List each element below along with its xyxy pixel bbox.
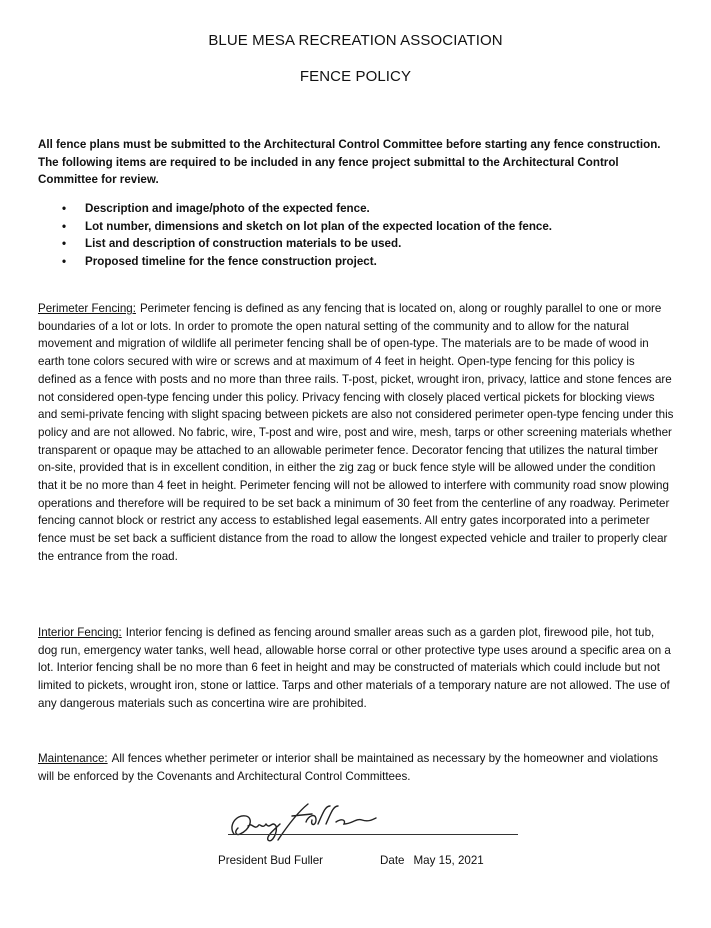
organization-name: BLUE MESA RECREATION ASSOCIATION bbox=[208, 32, 503, 49]
section-body: All fences whether perimeter or interior shall be maintained as necessary by the homeowner and violations will be enforced by the Covenants and Architectural Control Committees. bbox=[38, 752, 659, 783]
list-item-text: Lot number, dimensions and sketch on lot plan of the expected location of the fence. bbox=[85, 219, 553, 233]
interior-fencing-section bbox=[38, 624, 674, 713]
section-body: Interior fencing is defined as fencing around smaller areas such as a garden plot, firewood pile, hot tub, dog run, emergency water tanks, well head, allowable horse corral or other protective type uses around a specific area on a lot. Interior fencing shall be no more than 6 feet in height and may be constructed of materials which could include but not limited to pickets, wrought iron, stone or lattice. Tarps and other materials of a temporary nature are not allowed. The use of any dangerous materials such as concertina wire are prohibited. bbox=[38, 626, 671, 710]
perimeter-fencing-section bbox=[38, 300, 674, 566]
section-heading: Perimeter Fencing: bbox=[38, 302, 136, 315]
list-item-text: Description and image/photo of the expected fence. bbox=[85, 202, 370, 215]
bullet-icon: • bbox=[62, 219, 67, 233]
bullet-icon: • bbox=[62, 237, 67, 251]
list-item bbox=[38, 253, 658, 271]
list-item-text: List and description of construction materials to be used. bbox=[85, 237, 402, 251]
list-item bbox=[38, 218, 658, 236]
signature-date bbox=[380, 854, 484, 867]
section-heading: Interior Fencing: bbox=[38, 626, 122, 639]
bullet-icon: • bbox=[62, 254, 67, 268]
document-title: FENCE POLICY bbox=[299, 68, 412, 85]
list-item bbox=[38, 200, 658, 218]
handwritten-signature bbox=[226, 800, 386, 850]
bullet-icon: • bbox=[62, 202, 67, 215]
date-label: Date bbox=[380, 854, 405, 867]
maintenance-section bbox=[38, 750, 674, 785]
signature-line bbox=[228, 834, 518, 835]
list-item bbox=[38, 235, 658, 253]
date-value: May 15, 2021 bbox=[413, 854, 484, 867]
section-heading: Maintenance: bbox=[38, 752, 108, 765]
section-body: Perimeter fencing is defined as any fencing that is located on, along or roughly parallel to one or more boundaries of a lot or lots. In order to promote the open natural setting of the community and to allow for the natural movement and migration of wildlife all perimeter fencing shall be of open-type. The materials are to be made of wood in earth tone colors secured with wire or screws and at maximum of 4 feet in height. Open-type fencing for this policy is defined as a fence with posts and no more than three rails. T-post, picket, wrought iron, privacy, lattice and stone fences are not considered open-type fencing under this policy. Privacy fencing with closely placed vertical pickets for blocking views and semi-private fencing with slight spacing between pickets are also not considered perimeter open-type fencing under this policy and are not allowed. No fabric, wire, T-post and wire, post and wire, mesh, tarps or other screening materials whether transparent or opaque may be attached to an allowable perimeter fence. Decorator fencing that utilizes the natural timber on-site, provided that is in excellent condition, in either the zig zag or buck fence style will be allowed under the condition that it be no more than 4 feet in height. Perimeter fencing will not be allowed to interfere with community road snow plowing operations and therefore will be required to be set back a minimum of 30 feet from the centerline of any roadway. Perimeter fencing cannot block or restrict any access to established legal easements. All entry gates incorporated into a perimeter fence must be set back a sufficient distance from the road to allow the longest expected vehicle and trailer to properly clear the entrance from the road. bbox=[38, 302, 674, 563]
requirements-list bbox=[38, 200, 658, 270]
signer-name: President Bud Fuller bbox=[218, 854, 324, 867]
intro-paragraph: All fence plans must be submitted to the Architectural Control Committee before starting any fence construction. The following items are required to be included in any fence project submittal to the Architectural Control Committee for review. bbox=[38, 138, 661, 187]
list-item-text: Proposed timeline for the fence construction project. bbox=[85, 254, 377, 268]
